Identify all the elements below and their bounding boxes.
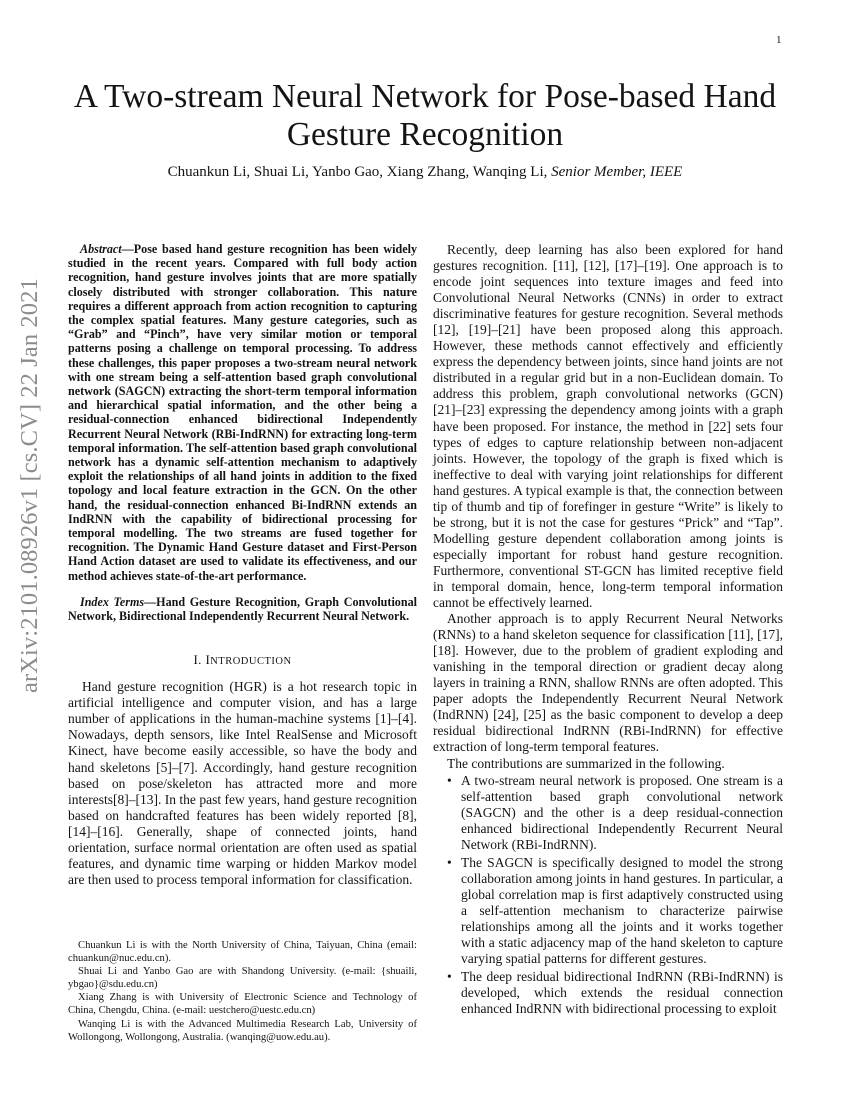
right-column	[433, 242, 783, 1019]
footnote: Chuankun Li is with the North University of China, Taiyuan, China (email: chuankun@nuc.edu.cn).	[68, 940, 417, 965]
index-terms-text: —Hand Gesture Recognition, Graph Convolutional Network, Bidirectional Independently Recurrent Neural Network.	[68, 594, 417, 624]
footnote: Wanqing Li is with the Advanced Multimedia Research Lab, University of Wollongong, Wollongong, Australia. (wanqing@uow.edu.au).	[68, 1018, 417, 1043]
author-names: Chuankun Li, Shuai Li, Yanbo Gao, Xiang Zhang, Wanqing Li,	[167, 164, 548, 180]
list-item-text: A two-stream neural network is proposed. One stream is a self-attention based graph convolutional network (SAGCN) and the other is a deep residual-connection enhanced bidirectional Independently Recurrent Neural Network (RBi-IndRNN).	[461, 772, 783, 852]
index-terms	[68, 595, 417, 623]
author-list	[40, 163, 810, 181]
footnotes	[68, 939, 417, 1044]
list-item	[433, 773, 783, 853]
paper-title: A Two-stream Neural Network for Pose-based Hand Gesture Recognition	[73, 78, 777, 153]
section-heading-introduction	[68, 652, 417, 668]
contributions-intro: The contributions are summarized in the following.	[447, 755, 725, 771]
intro-paragraph: Hand gesture recognition (HGR) is a hot research topic in artificial intelligence and computer vision, and has a large number of applications in the human-machine systems [1]–[4]. Nowadays, depth sensors, like Intel RealSense and Microsoft Kinect, have become easily accessible, so have the body and hand skeletons [5]–[7]. Accordingly, hand gesture recognition based on pose/skeleton has attracted more and more interests[8]–[13]. In the past few years, hand gesture recognition based on handcrafted features has been widely reported [8], [14]–[16]. Generally, shape of connected joints, hand orientation, surface normal orientation are often used as spatial features, and dynamic time warping or hidden Markov model are then used to process temporal information for classification.	[68, 679, 417, 887]
bullet-icon: •	[447, 772, 452, 788]
paragraph-deep-learning: Recently, deep learning has also been explored for hand gestures recognition. [11], [12], [17]–[19]. One approach is to encode joint sequences into texture images and feed into Convolutional Neural Networks (CNNs) in order to extract discriminative features for gesture recognition. Several methods [12], [19]–[21] have been proposed along this approach. However, these methods cannot effectively and efficiently express the dependency between joints, since hand joints are not distributed in a regular grid but in a non-Euclidean domain. To address this problem, graph convolutional networks (GCN) [21]–[23] expressing the dependency among joints with a graph have been proposed. For instance, the method in [22] sets four types of edges to capture relationship between non-adjacent joints. However, the topology of the graph is fixed which is ineffective to deal with varying joint relationships for different hand gestures. A typical example is that, the connection between tip of thumb and tip of forefinger in gesture “Write” is likely to be strong, but it is not the case for gestures “Prick” and “Tap”. Modelling gesture dependent collaboration among joints is especially important for robust hand gesture recognition. Furthermore, conventional ST-GCN has limited receptive field in temporal domain, hence, long-term temporal information cannot be effectively learned.	[433, 242, 783, 611]
list-item	[433, 969, 783, 1017]
bullet-icon: •	[447, 969, 452, 985]
footnote: Xiang Zhang is with University of Electronic Science and Technology of China, Chengdu, China. (e-mail: uestchero@uestc.edu.cn)	[68, 992, 417, 1017]
page-number: 1	[776, 34, 782, 46]
paragraph-rnn-approach: Another approach is to apply Recurrent Neural Networks (RNNs) to a hand skeleton sequence for classification [11], [17], [18]. However, due to the problem of gradient exploding and vanishing in the temporal direction or gradient decay along layers in training a RNN, shallow RNNs are often adopted. This paper adopts the Independently Recurrent Neural Network (IndRNN) [24], [25] as the basic component to develop a deep residual bidirectional IndRNN (RBi-IndRNN) for effective extraction of long-term temporal features.	[433, 611, 783, 755]
list-item	[433, 855, 783, 967]
list-item-text: The deep residual bidirectional IndRNN (RBi-IndRNN) is developed, which extends the residual connection enhanced IndRNN with bidirectional processing to exploit	[461, 969, 783, 1017]
abstract-text: —Pose based hand gesture recognition has been widely studied in the recent years. Compared with full body action recognition, hand gesture involves joints that are more spatially closely distributed with stronger collaboration. This nature requires a different approach from action recognition to capturing the complex spatial features. Many gesture categories, such as “Grab” and “Pinch”, have very similar motion or temporal patterns posing a challenge on temporal processing. To address these challenges, this paper proposes a two-stream neural network with one stream being a self-attention based graph convolutional network (SAGCN) extracting the short-term temporal information and hierarchical spatial information, and the other being a residual-connection enhanced bidirectional Independently Recurrent Neural Network (RBi-IndRNN) for extracting long-term temporal information. The self-attention based graph convolutional network has a dynamic self-attention mechanism to adaptively exploit the relationships of all hand joints in addition to the fixed topology and local feature extraction in the GCN. On the other hand, the residual-connection enhanced Bi-IndRNN extends an IndRNN with the capability of bidirectional processing for temporal modelling. The two streams are fused together for recognition. The Dynamic Hand Gesture dataset and First-Person Hand Action dataset are used to validate its effectiveness, and our method achieves state-of-the-art performance.	[68, 242, 417, 583]
contributions-list	[433, 773, 783, 1018]
section-title-rest: NTRODUCTION	[210, 656, 292, 668]
list-item-text: The SAGCN is specifically designed to model the strong collaboration among joints in hand gestures. In particular, a global correlation map is first adaptively constructed using a self-attention mechanism to characterize pairwise relationships among all the joints and it works together with a static adjacency map of the hand skeleton to capture varying spatial patterns for different gestures.	[461, 854, 783, 967]
index-terms-label: Index Terms	[80, 594, 145, 609]
arxiv-stamp: arXiv:2101.08926v1 [cs.CV] 22 Jan 2021	[16, 278, 43, 693]
footnote: Shuai Li and Yanbo Gao are with Shandong University. (e-mail: {shuaili, ybgao}@sdu.edu.cn)	[68, 966, 417, 991]
section-title-first: I	[205, 652, 211, 668]
abstract-label: Abstract	[80, 242, 122, 256]
section-number: I.	[193, 652, 202, 668]
author-senior-member: Senior Member, IEEE	[551, 164, 683, 180]
abstract	[68, 242, 417, 583]
left-column	[68, 242, 417, 888]
bullet-icon: •	[447, 854, 452, 870]
